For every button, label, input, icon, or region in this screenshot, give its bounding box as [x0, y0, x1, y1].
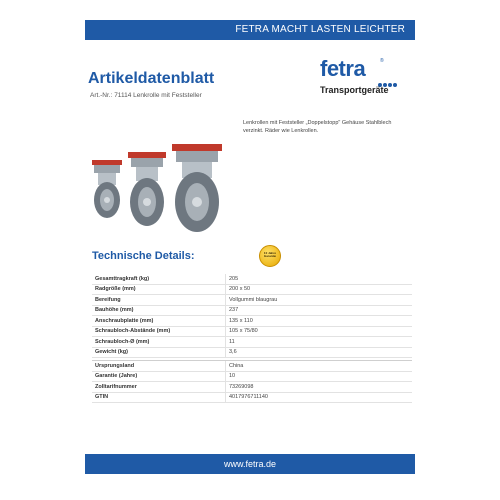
caster-wheels-image — [88, 142, 238, 234]
table-row — [92, 316, 412, 327]
warranty-badge-icon — [259, 245, 281, 267]
row-label: Anschraubplatte (mm) — [95, 317, 154, 324]
row-label: Gesamttragkraft (kg) — [95, 275, 150, 282]
page-title: Artikeldatenblatt — [88, 70, 215, 87]
product-description: Lenkrollen mit Feststeller „Doppelstopp" Gehäuse Stahlblech verzinkt. Räder wie Lenkrollen. — [243, 120, 392, 134]
row-value: 10 — [229, 373, 236, 379]
row-value: China — [229, 362, 244, 369]
row-label: Zolltarifnummer — [95, 383, 137, 390]
table-row — [92, 337, 412, 348]
row-label: Schraubloch-Abstände (mm) — [95, 328, 171, 334]
table-row — [92, 285, 412, 296]
fetra-logo — [320, 56, 430, 102]
row-value: 11 — [229, 338, 235, 345]
row-label: GTIN — [95, 394, 109, 400]
row-label: Ursprungsland — [95, 362, 135, 369]
logo-wordmark: fetra — [320, 56, 366, 81]
row-value: 205 — [229, 275, 239, 282]
logo-registered-mark: ® — [380, 58, 384, 64]
header-tagline: FETRA MACHT LASTEN LEICHTER — [235, 24, 405, 35]
row-value: 135 x 110 — [229, 317, 253, 324]
article-number: Art.-Nr.: 71114 Lenkrolle mit Feststeller — [90, 92, 202, 99]
caster-medium-icon — [128, 152, 166, 226]
technical-details-table — [92, 274, 412, 403]
logo-dots-icon — [378, 74, 400, 78]
row-value: 4017976711140 — [229, 394, 268, 400]
section-title-technical-details: Technische Details: — [92, 250, 195, 262]
row-label: Schraubloch-Ø (mm) — [95, 338, 150, 345]
table-row — [92, 382, 412, 393]
table-row — [92, 360, 412, 372]
table-row — [92, 327, 412, 338]
row-label: Bereifung — [95, 296, 121, 303]
footer-bar — [85, 454, 415, 474]
caster-small-icon — [92, 160, 122, 218]
logo-subtitle: Transportgeräte — [320, 85, 389, 95]
row-label: Radgröße (mm) — [95, 286, 136, 292]
row-label: Gewicht (kg) — [95, 349, 129, 355]
row-value: 105 x 75/80 — [229, 328, 258, 334]
footer-url-link[interactable]: www.fetra.de — [223, 459, 277, 469]
table-row — [92, 348, 412, 359]
row-value: 73269098 — [229, 383, 254, 390]
row-label: Garantie (Jahre) — [95, 373, 138, 379]
row-value: 200 x 50 — [229, 286, 251, 292]
table-row — [92, 393, 412, 404]
warranty-badge-text: 10 Jahre Garantie — [263, 251, 277, 258]
row-label: Bauhöhe (mm) — [95, 307, 134, 313]
caster-large-icon — [172, 144, 222, 232]
row-value: 237 — [229, 307, 239, 313]
table-row — [92, 295, 412, 306]
table-row — [92, 306, 412, 317]
table-row — [92, 372, 412, 383]
table-row — [92, 274, 412, 285]
header-bar — [85, 20, 415, 40]
row-value: 3,6 — [229, 349, 237, 355]
row-value: Vollgummi blaugrau — [229, 296, 278, 303]
